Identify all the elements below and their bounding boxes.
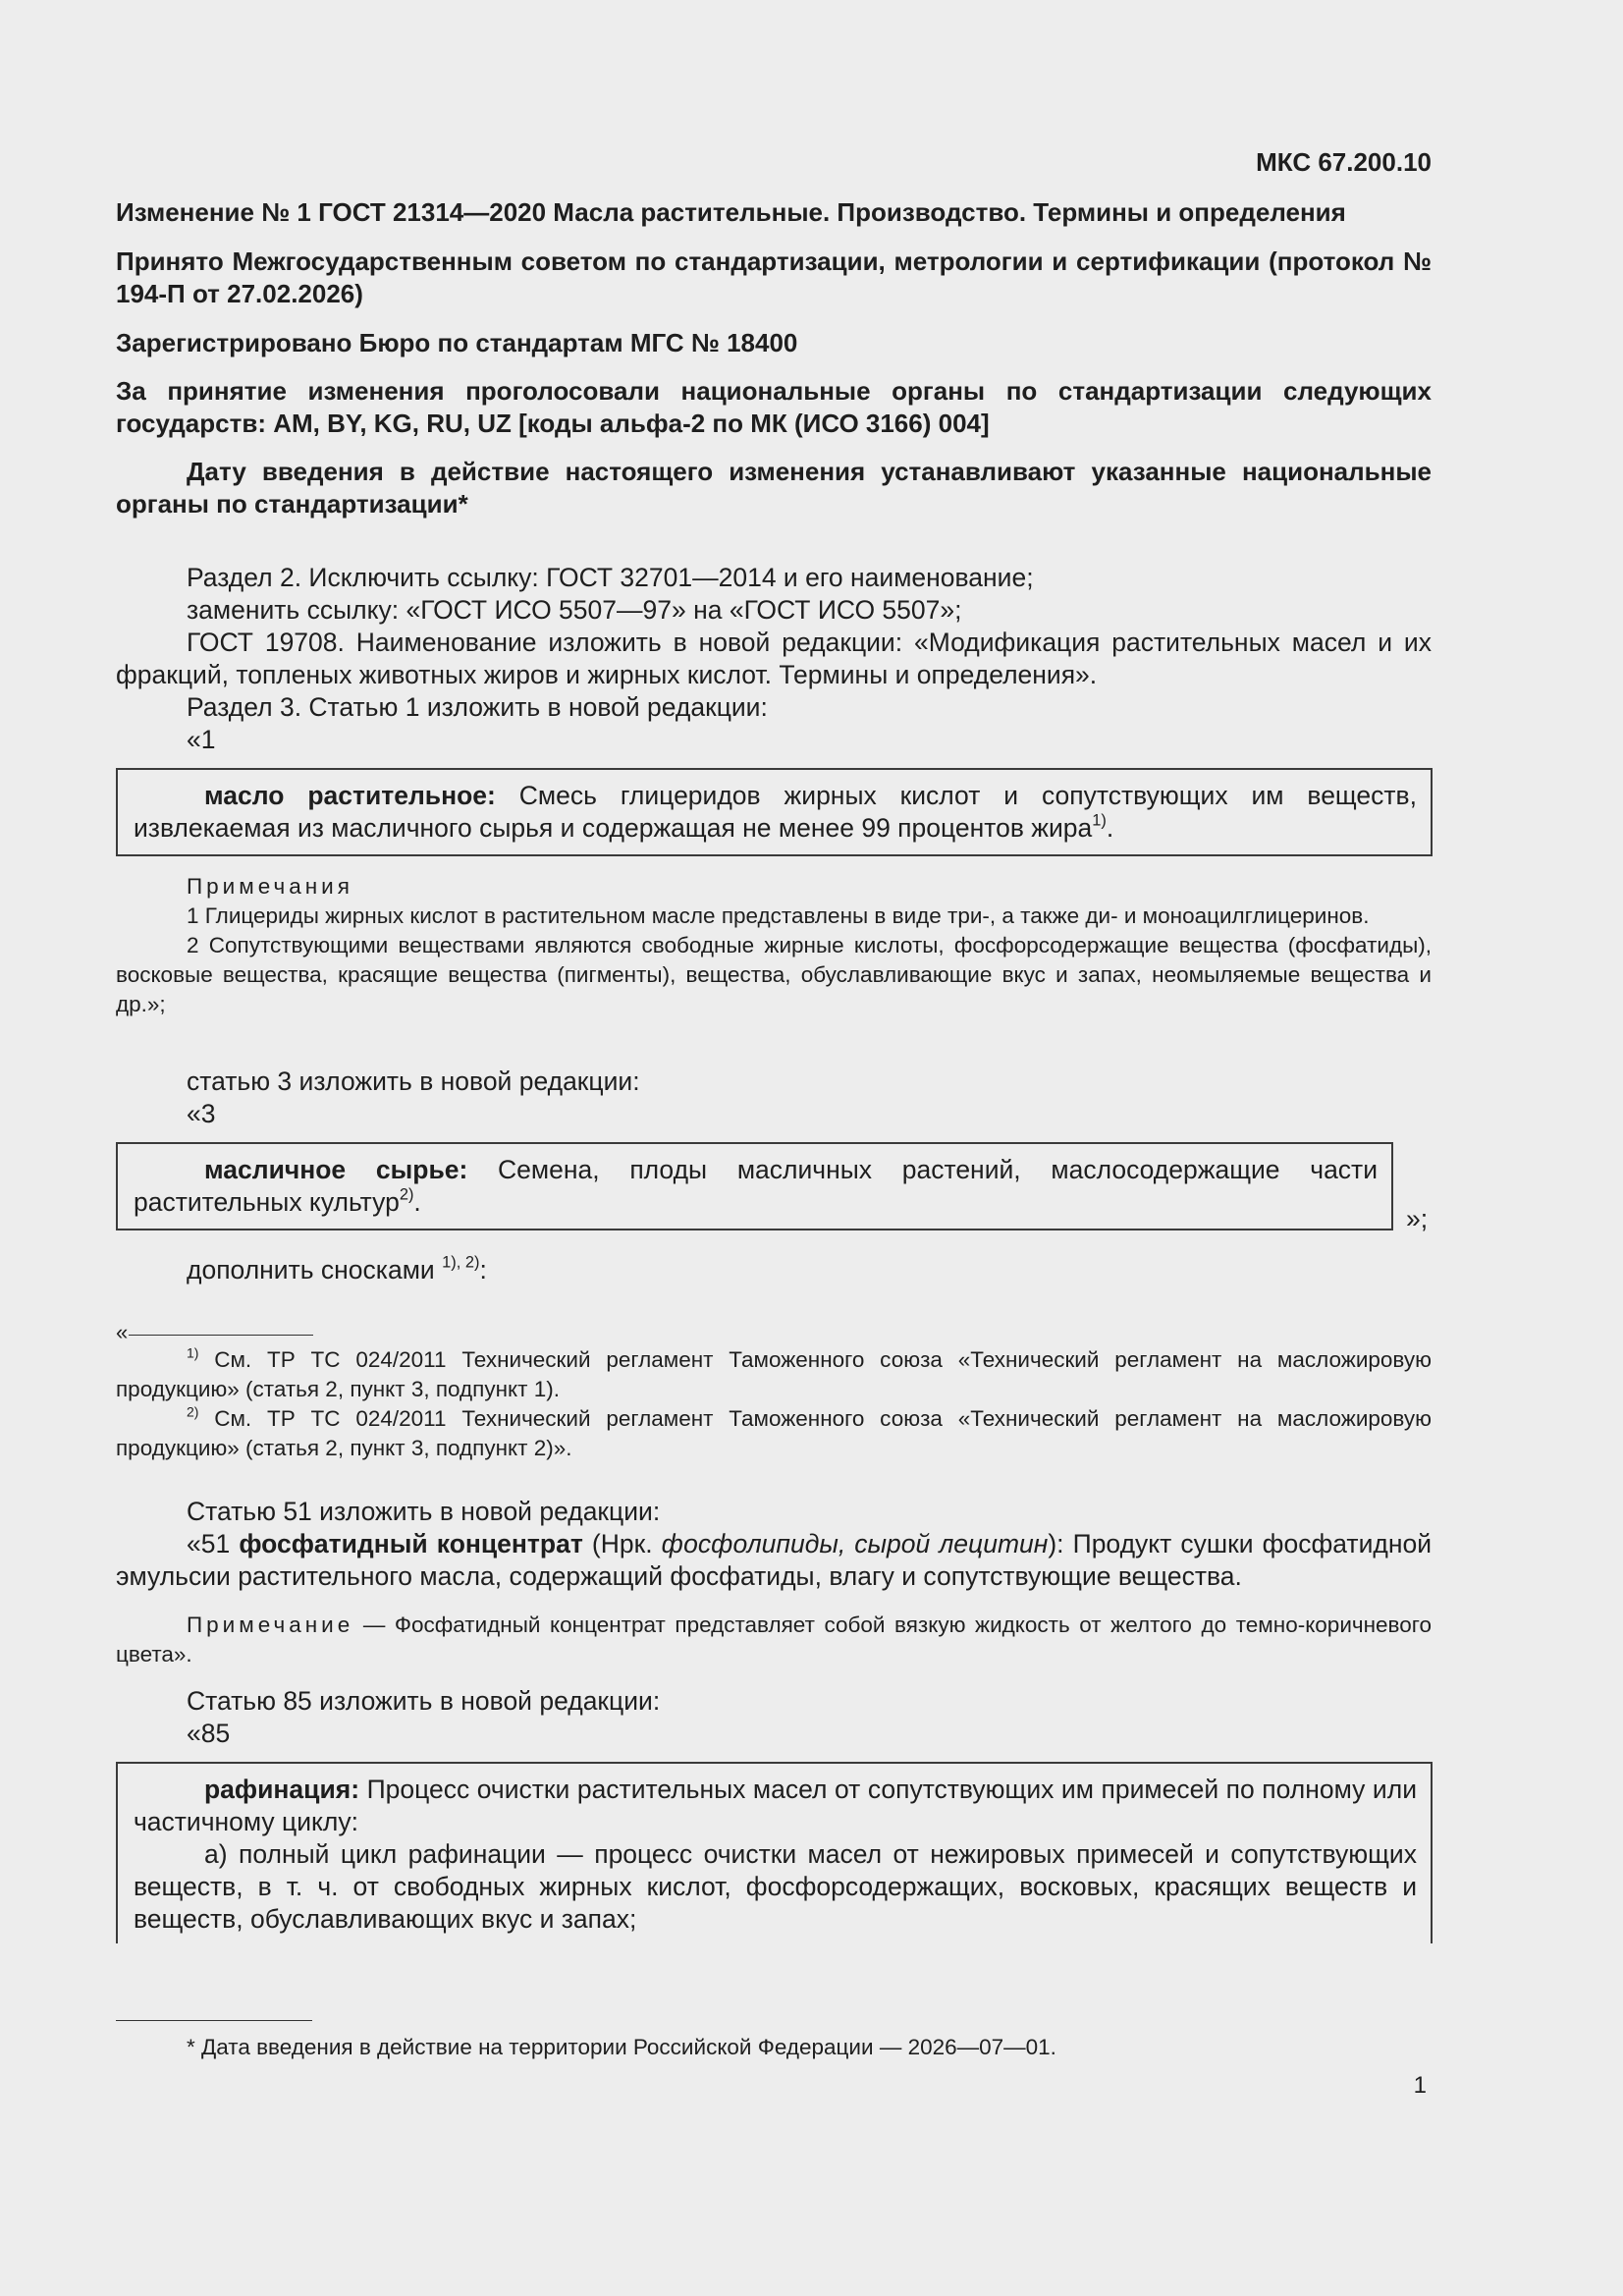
article51-number: «51	[187, 1529, 240, 1558]
note-label: Примечание	[187, 1613, 354, 1637]
refining-definition	[134, 1774, 1417, 1838]
section2-line2: заменить ссылку: «ГОСТ ИСО 5507—97» на «ГОСТ ИСО 5507»;	[187, 595, 962, 625]
note-2: 2 Сопутствующими веществами являются свободные жирные кислоты, фосфорсодержащие вещества (фосфатиды), восковые вещества, красящие вещества (пигменты), вещества, обуславливающие вкус и запах, неомыляемые вещества и др.»;	[116, 933, 1432, 1016]
paren-open: (Нрк.	[582, 1529, 662, 1558]
definition-refining: Процесс очистки растительных масел от сопутствующих им примесей по полному или частичному циклу:	[134, 1775, 1417, 1836]
refining-item-a: а) полный цикл рафинации — процесс очистки масел от нежировых примесей и сопутствующих веществ, в т. ч. от свободных жирных кислот, фосфорсодержащих, восковых, красящих веществ и веществ, обуславливающих вкус и запах;	[134, 1839, 1417, 1934]
add-footnotes-text: дополнить сносками	[187, 1255, 443, 1285]
article85-intro-block	[116, 1685, 1432, 1750]
footnotes-open-quote: «	[116, 1320, 129, 1344]
section2-line3: ГОСТ 19708. Наименование изложить в новой редакции: «Модификация растительных масел и их фракций, топленых животных жиров и жирных кислот. Термины и определения».	[116, 628, 1432, 689]
add-footnotes-refs: 1), 2)	[442, 1253, 480, 1272]
page-footnote: * Дата введения в действие на территории Российской Федерации — 2026—07—01.	[187, 2035, 1056, 2059]
page-footnote-separator	[116, 2020, 312, 2021]
section2-line4: Раздел 3. Статью 1 изложить в новой редакции:	[187, 692, 768, 722]
term-box-vegetable-oil	[116, 768, 1433, 856]
footnote-ref-2: 2)	[399, 1185, 414, 1204]
footnote-separator	[129, 1335, 313, 1336]
article1-number: «1	[187, 725, 216, 754]
registered-statement: Зарегистрировано Бюро по стандартам МГС № 18400	[116, 328, 798, 357]
term-box-oilseed-raw	[116, 1142, 1393, 1230]
article3-intro: статью 3 изложить в новой редакции:	[187, 1066, 640, 1096]
period: .	[413, 1187, 421, 1217]
note-text: — Фосфатидный концентрат представляет собой вязкую жидкость от желтого до темно-коричневого цвета».	[116, 1613, 1432, 1667]
note-1: 1 Глицериды жирных кислот в растительном масле представлены в виде три-, а также ди- и моноацилглицеринов.	[187, 903, 1370, 928]
period: .	[1106, 813, 1114, 843]
article85-intro: Статью 85 изложить в новой редакции:	[187, 1686, 661, 1716]
definition-oilseed-raw: Семена, плоды масличных растений, маслосодержащие части растительных культур	[134, 1155, 1378, 1217]
add-footnotes-intro	[116, 1254, 1432, 1286]
page-number: 1	[1413, 2072, 1427, 2099]
new-footnotes-block	[116, 1345, 1432, 1463]
adopted-statement: Принято Межгосударственным советом по стандартизации, метрологии и сертификации (протокол № 194-П от 27.02.2026)	[116, 246, 1432, 308]
fn2-text: См. ТР ТС 024/2011 Технический регламент Таможенного союза «Технический регламент на масложировую продукцию» (статья 2, пункт 3, подпункт 2)».	[116, 1406, 1432, 1460]
term-box-refining	[116, 1762, 1433, 1943]
fn2-marker: 2)	[187, 1403, 199, 1420]
colon: :	[479, 1255, 487, 1285]
article3-close-quote: »;	[1406, 1204, 1429, 1233]
definition-vegetable-oil: Смесь глицеридов жирных кислот и сопутствующих им веществ, извлекаемая из масличного сырья и содержащая не менее 99 процентов жира	[134, 781, 1418, 843]
fn1-marker: 1)	[187, 1344, 199, 1361]
term-oilseed-raw: масличное сырье:	[204, 1155, 468, 1184]
mks-code: МКС 67.200.10	[1256, 147, 1432, 177]
non-recommended-synonyms: фосфолипиды, сырой лецитин	[661, 1529, 1049, 1558]
footnote-ref-1: 1)	[1092, 811, 1107, 830]
article51-note	[116, 1611, 1432, 1669]
paren-close: ):	[1048, 1529, 1073, 1558]
new-footnote-2	[116, 1404, 1432, 1463]
term-phosphatide-concentrate: фосфатидный концентрат	[239, 1529, 583, 1558]
change-title: Изменение № 1 ГОСТ 21314—2020 Масла растительные. Производство. Термины и определения	[116, 197, 1346, 227]
term-vegetable-oil: масло растительное:	[204, 781, 496, 810]
term-refining: рафинация:	[204, 1775, 360, 1804]
article51-intro: Статью 51 изложить в новой редакции:	[187, 1497, 661, 1526]
notes-block	[116, 872, 1432, 1019]
definition-phosphatide-concentrate: Продукт сушки фосфатидной эмульсии растительного масла, содержащий фосфатиды, влагу и сопутствующие вещества.	[116, 1529, 1433, 1591]
article51-block	[116, 1496, 1432, 1593]
effective-date-statement: Дату введения в действие настоящего изменения устанавливают указанные национальные органы по стандартизации*	[116, 457, 1432, 519]
article3-number: «3	[187, 1099, 216, 1128]
article85-number: «85	[187, 1719, 231, 1748]
section2-block	[116, 562, 1432, 756]
fn1-text: См. ТР ТС 024/2011 Технический регламент Таможенного союза «Технический регламент на масложировую продукцию» (статья 2, пункт 3, подпункт 1).	[116, 1347, 1432, 1401]
notes-heading: Примечания	[187, 874, 353, 899]
new-footnote-1	[116, 1345, 1432, 1404]
article51-definition	[116, 1528, 1432, 1593]
section2-line1: Раздел 2. Исключить ссылку: ГОСТ 32701—2014 и его наименование;	[187, 563, 1034, 592]
article3-intro-block	[116, 1066, 1432, 1130]
voted-statement: За принятие изменения проголосовали национальные органы по стандартизации следующих государств: AM, BY, KG, RU, UZ [коды альфа-2 по МК (ИСО 3166) 004]	[116, 376, 1432, 438]
